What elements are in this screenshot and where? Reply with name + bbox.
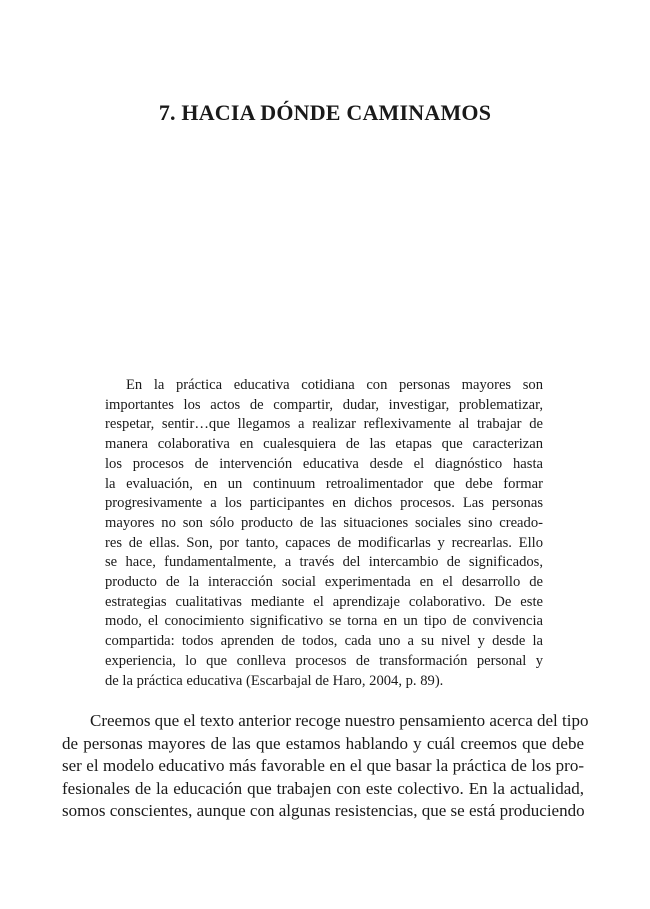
quote-line: En la práctica educativa cotidiana con personas mayores son bbox=[126, 377, 543, 393]
block-quote bbox=[105, 376, 543, 691]
quote-line: compartida: todos aprenden de todos, cada uno a su nivel y desde la bbox=[105, 633, 543, 650]
quote-line: mayores no son sólo producto de las situaciones sociales sino creado- bbox=[105, 514, 543, 531]
body-line: Creemos que el texto anterior recoge nuestro pensamiento acerca del tipo bbox=[90, 711, 589, 730]
quote-line: estrategias cualitativas mediante el aprendizaje colaborativo. De este bbox=[105, 593, 543, 610]
quote-line: importantes los actos de compartir, dudar, investigar, problematizar, bbox=[105, 396, 543, 413]
body-line: somos conscientes, aunque con algunas resistencias, que se está produciendo bbox=[62, 801, 585, 821]
body-line: de personas mayores de las que estamos hablando y cuál creemos que debe bbox=[62, 733, 584, 753]
quote-line: respetar, sentir…que llegamos a realizar reflexivamente al trabajar de bbox=[105, 416, 543, 433]
quote-line: modo, el conocimiento significativo se torna en un tipo de convivencia bbox=[105, 613, 543, 630]
quote-line: manera colaborativa en cualesquiera de las etapas que caracterizan bbox=[105, 436, 543, 453]
quote-line: la evaluación, en un continuum retroalimentador que debe formar bbox=[105, 475, 543, 492]
quote-line: se hace, fundamentalmente, a través del intercambio de significados, bbox=[105, 554, 543, 571]
quote-line: de la práctica educativa (Escarbajal de Haro, 2004, p. 89). bbox=[105, 672, 444, 689]
body-line: ser el modelo educativo más favorable en el que basar la práctica de los pro- bbox=[62, 756, 584, 776]
quote-line: experiencia, lo que conlleva procesos de transformación personal y bbox=[105, 652, 543, 669]
chapter-title: 7. HACIA DÓNDE CAMINAMOS bbox=[158, 100, 492, 125]
quote-line: res de ellas. Son, por tanto, capaces de modificarlas y recrearlas. Ello bbox=[105, 534, 543, 551]
quote-line: producto de la interacción social experimentada en el desarrollo de bbox=[105, 574, 543, 591]
quote-line: los procesos de intervención educativa desde el diagnóstico hasta bbox=[105, 455, 543, 472]
body-paragraph bbox=[62, 710, 589, 823]
body-line: fesionales de la educación que trabajen con este colectivo. En la actualidad, bbox=[62, 778, 584, 798]
quote-line: progresivamente a los participantes en dichos procesos. Las personas bbox=[105, 495, 543, 512]
